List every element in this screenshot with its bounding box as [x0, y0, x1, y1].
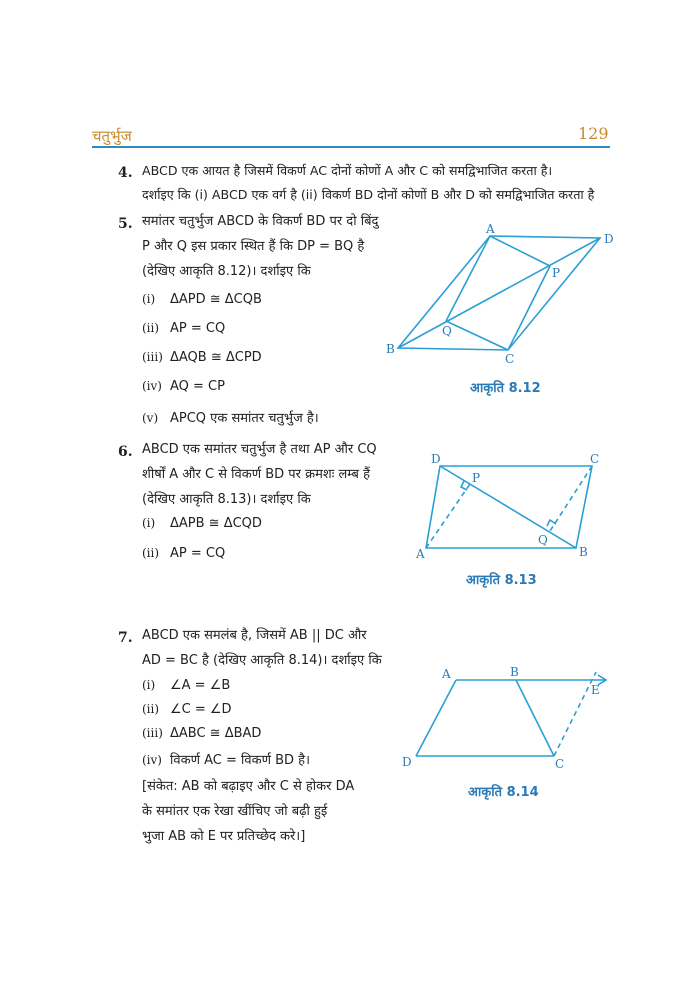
fig813-label-q: Q — [538, 533, 548, 547]
q6-line-3: (देखिए आकृति 8.13)। दर्शाइए कि — [142, 492, 311, 507]
q6-number: 6. — [118, 444, 133, 460]
fig812-label-c: C — [505, 352, 515, 366]
fig814-side-ad — [416, 680, 456, 756]
q5-line-1: समांतर चतुर्भुज ABCD के विकर्ण BD पर दो बिंदु — [142, 214, 379, 229]
q5-number: 5. — [118, 216, 133, 232]
header-rule — [92, 146, 610, 148]
fig814-label-b: B — [510, 665, 519, 679]
fig814-label-e: E — [591, 683, 600, 697]
q6-part-ii: (ii) AP = CQ — [142, 546, 226, 561]
q5-line-2: P और Q इस प्रकार स्थित हैं कि DP = BQ है — [142, 239, 365, 254]
fig813-label-c: C — [590, 452, 600, 466]
q7-number: 7. — [118, 630, 133, 646]
fig814-line-ce — [554, 672, 596, 756]
q7-hint-line-3: भुजा AB को E पर प्रतिच्छेद करे।] — [142, 829, 306, 844]
fig814-side-bc — [516, 680, 554, 756]
fig812-label-d: D — [604, 232, 614, 246]
q5-part-i: (i) ΔAPD ≅ ΔCQB — [142, 292, 262, 307]
figure-8-13-caption: आकृति 8.13 — [466, 573, 537, 588]
q7-part-iv: (iv) विकर्ण AC = विकर्ण BD है। — [142, 753, 311, 768]
fig812-label-b: B — [386, 342, 395, 356]
fig812-label-a: A — [486, 222, 495, 236]
figure-8-14 — [398, 662, 614, 772]
fig812-segment-qc — [446, 321, 508, 350]
q5-part-iv: (iv) AQ = CP — [142, 379, 225, 394]
q6-line-1: ABCD एक समांतर चतुर्भुज है तथा AP और CQ — [142, 442, 377, 457]
q7-hint-line-1: [संकेत: AB को बढ़ाइए और C से होकर DA — [142, 779, 355, 794]
q7-part-iii: (iii) ΔABC ≅ ΔBAD — [142, 726, 262, 741]
figure-8-12-caption: आकृति 8.12 — [470, 381, 541, 396]
fig813-diagonal-db — [440, 466, 576, 548]
q7-hint-line-2: के समांतर एक रेखा खींचिए जो बढ़ी हुई — [142, 804, 328, 819]
figure-8-14-caption: आकृति 8.14 — [468, 785, 539, 800]
q7-part-ii: (ii) ∠C = ∠D — [142, 702, 232, 717]
fig812-label-q: Q — [442, 324, 452, 338]
chapter-title: चतुर्भुज — [92, 127, 132, 145]
figure-8-13 — [412, 452, 602, 562]
fig814-label-a: A — [442, 667, 451, 681]
q7-line-1: ABCD एक समलंब है, जिसमें AB || DC और — [142, 628, 367, 643]
fig813-label-d: D — [431, 452, 441, 466]
q4-line-2: दर्शाइए कि (i) ABCD एक वर्ग है (ii) विकर्ण BD दोनों कोणों B और D को समद्विभाजित करता है — [142, 187, 595, 202]
fig813-perpendicular-ap — [426, 484, 470, 548]
fig812-segment-pc — [508, 266, 550, 350]
q6-line-2: शीर्षों A और C से विकर्ण BD पर क्रमशः लम्ब हैं — [142, 467, 370, 482]
fig813-label-p: P — [472, 471, 481, 485]
q4-number: 4. — [118, 165, 133, 181]
page-number: 129 — [578, 124, 609, 143]
fig814-label-c: C — [555, 757, 565, 771]
fig812-label-p: P — [552, 266, 561, 280]
figure-8-12 — [380, 222, 620, 367]
q5-part-v: (v) APCQ एक समांतर चतुर्भुज है। — [142, 411, 319, 426]
fig813-label-a: A — [416, 547, 425, 561]
q6-part-i: (i) ΔAPB ≅ ΔCQD — [142, 516, 262, 531]
q5-part-ii: (ii) AP = CQ — [142, 321, 226, 336]
q7-line-2: AD = BC है (देखिए आकृति 8.14)। दर्शाइए कि — [142, 653, 382, 668]
q5-line-3: (देखिए आकृति 8.12)। दर्शाइए कि — [142, 264, 311, 279]
q4-line-1: ABCD एक आयत है जिसमें विकर्ण AC दोनों कोणों A और C को समद्विभाजित करता है। — [142, 163, 553, 178]
fig812-diagonal-bd — [398, 238, 600, 348]
fig813-right-angle-q — [547, 520, 556, 526]
q5-part-iii: (iii) ΔAQB ≅ ΔCPD — [142, 350, 262, 365]
q7-part-i: (i) ∠A = ∠B — [142, 678, 231, 693]
fig813-label-b: B — [579, 545, 588, 559]
fig812-segment-ap — [490, 236, 550, 266]
fig814-label-d: D — [402, 755, 412, 769]
fig812-segment-aq — [446, 236, 490, 321]
